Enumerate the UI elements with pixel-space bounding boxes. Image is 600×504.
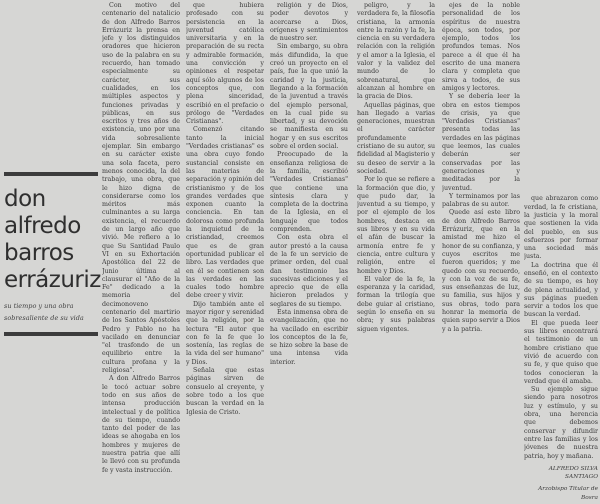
paragraph: Esta inmensa obra de evangelización, que no ha vacilado en escribir los conceptos de la fe, se hizo sobre la base de una intensa vida interior.	[270, 308, 348, 366]
paragraph: El que pueda leer sus libros encontrará el testimonio de un hombre cristiano que vivió de acuerdo con su fe, y que quiso que todos conocieran la verdad que él amaba.	[524, 319, 598, 385]
paragraph: Con motivo del centenario del natalicio de don Alfredo Barros Errázuriz la prensa en jefe y los distinguidos oradores que hicieron uso de la palabra en su recuerdo, han tomado especialmente su carácter, sus cualidades, en los múltiples aspectos y funciones privadas y públicas, en sus escritos y tres años de existencia, uno por una vida sobresaliente ejemplar. Sin embargo en su carácter existe una sola faceta, pero menos conocida, la del trabajo, una obra, que le hizo digna de considerarse como los méritos más culminantes a su larga existencia, el recuerdo de un largo año que vivió. Me refiero a lo que Su Santidad Paulo VI en su Exhortación Apostólica del 22 de Junio última al clausurar el "Año de la Fe" dedicado a la memoria del decimonoveno centenario del martirio de los Santos Apóstoles Pedro y Pablo no ha vacilado en denunciar "el trasfondo de un equilibrio entre la cultura profana y la religiosa".	[102, 2, 180, 375]
paragraph: que hubiera profesado con su persistencia en la juventud católica universitaria y en la preparación de su recta y admirable formación, una convicción y opiniones el respetar aquí sólo algunos de los conceptos que, con plena sinceridad, escribió en el prefacio o prólogo de "Verdades Cristianas".	[186, 2, 264, 126]
paragraph: Sin embargo, su obra más difundida, la que creó un proyecto en el país, fue la que unió la caridad y la justicia, llegando a la formación de la juventud a través del ejemplo personal, en la cual pide su libertad, y su devoción se manifiesta en su hogar y en sus escritos sobre el orden social.	[270, 43, 348, 151]
paragraph: Y terminamos por las palabras de su autor.	[442, 192, 520, 209]
article-column-3	[270, 2, 348, 502]
subtitle-line: sobresaliente de su vida	[4, 314, 84, 322]
paragraph: Y se debería leer la obra en estos tiempos de crisis, ya que "Verdades Cristianas" presenta todas las verdades en las páginas que leemos, las cuales deberán ser conservadas por las generaciones y meditadas por la juventud.	[442, 93, 520, 192]
article-column-5	[442, 2, 520, 502]
headline-line: errázuriz	[4, 267, 101, 293]
paragraph: Dijo también ante el mayor rigor y serenidad que la religión, por la lectura "El autor que con fe la fe que lo sostenía, las reglas de la vida del ser humano" y Dios.	[186, 300, 264, 366]
signature-name: ALFREDO SILVA SANTIAGO	[548, 465, 598, 481]
article-column-6	[524, 2, 598, 502]
paragraph: Comenzó citando tanto la inicial "Verdades cristianas" es una obra cuyo fondo sustancial consiste en las materias de separación y opinión del cristianismo y de los grandes verdades que exponen cuanto la conciencia. En tan dolorosa como profunda la inquietud de la cristiandad, creemos que es de gran oportunidad publicar el libro. Las verdades que en él se contienen son las verdades en las cuales todo hombre debe creer y vivir.	[186, 126, 264, 300]
paragraph: religión y de Dios, poder devotos y acercarse a Dios, orígenes y sentimientos de nuestro ser.	[270, 2, 348, 43]
paragraph: Su ejemplo sigue siendo para nosotros luz y estímulo, y su obra, una herencia que debemos conservar y difundir entre las familias y los jóvenes de nuestra patria, hoy y mañana.	[524, 386, 598, 460]
paragraph: A don Alfredo Barros le tocó actuar sobre todo en sus años de intensa producción intelectual y de política de su tiempo, cuando tanto del poder de las ideas se ahogaba en los hombres y mujeres de nuestra patria que allí le llevó con su profunda fe y vasta instrucción.	[102, 375, 180, 474]
paragraph: Quede así este libro de don Alfredo Barros Errázuriz, que en la amistad me hizo el honor de su confianza, y cuyos escritos me fueron queridos; y me quedo con su recuerdo, y con la voz de su fe, sus enseñanzas de luz, su familia, sus hijos y sus obras, todo para honrar la memoria de quien supo servir a Dios y a la patria.	[442, 209, 520, 333]
paragraph: ejes de la noble personalidad de los espíritus de nuestra época, son todos, por ejemplo, todos los profundos temas. Nos parece a él que él ha escrito de una manera clara y completa que sirva a todos, de sus amigos y lectores.	[442, 2, 520, 92]
headline-subtitle	[4, 300, 98, 324]
paragraph: peligro, y la verdadera fe, la filosofía cristiana, la armonía entre la razón y la fe, la ciencia en su verdadera relación con la religión y el amor a la Iglesia, el valor y la validez del mundo de lo sobrenatural, que alcanzan al hombre en la gracia de Dios.	[357, 2, 435, 101]
paragraph: Preocupado de la enseñanza religiosa de la familia, escribió "Verdades Cristianas" que contiene una síntesis clara y completa de la doctrina de la Iglesia, en el lenguaje que todos comprenden.	[270, 151, 348, 234]
paragraph: Con esta obra el autor prestó a la causa de la fe un servicio de primer orden, del cual dan testimonio las sucesivas ediciones y el aprecio que de ella hicieron prelados y seglares de su tiempo.	[270, 234, 348, 308]
paragraph: Por lo que se refiere a la formación que dio, y que pudo dar, la juventud a su tiempo, y por el ejemplo de los hombres, destaca en sus libros y en su vida el afán de buscar la armonía entre fe y ciencia, entre cultura y religión, entre el hombre y Dios.	[357, 176, 435, 275]
headline-line: don	[4, 186, 46, 212]
paragraph: El valor de la fe, la esperanza y la caridad, forman la trilogía que debe guiar al cristiano, según lo enseña en su obra; y sus palabras siguen vigentes.	[357, 275, 435, 333]
headline-line: alfredo	[4, 213, 81, 239]
bottom-rule	[4, 332, 98, 336]
signature-title: Arzobispo Titular de Bosra	[538, 486, 598, 501]
headline-block	[4, 172, 101, 336]
paragraph: que abrazaron como verdad, la fe cristiana, la justicia y la moral que sostienen la vida del pueblo, en sus esfuerzos por formar una sociedad más justa.	[524, 195, 598, 261]
paragraph: La doctrina que él enseñó, en el contexto de su tiempo, es hoy de plena actualidad, y sus páginas pueden servir a todos los que buscan la verdad.	[524, 261, 598, 319]
paragraph: Aquellas páginas, que han llegado a varias generaciones, muestran el carácter profundamente cristiano de su autor, su fidelidad al Magisterio y su deseo de servir a la sociedad.	[357, 101, 435, 175]
top-rule	[4, 172, 98, 176]
article-column-1	[102, 2, 180, 502]
article-column-4	[357, 2, 435, 502]
article-column-2	[186, 2, 264, 502]
headline-line: barros	[4, 240, 74, 266]
paragraph: Señala que estas páginas sirven de consuelo al creyente, y sobre todo a los que buscan la verdad en la Iglesia de Cristo.	[186, 367, 264, 416]
subtitle-line: su tiempo y una obra	[4, 302, 74, 310]
headline-title	[4, 186, 101, 294]
